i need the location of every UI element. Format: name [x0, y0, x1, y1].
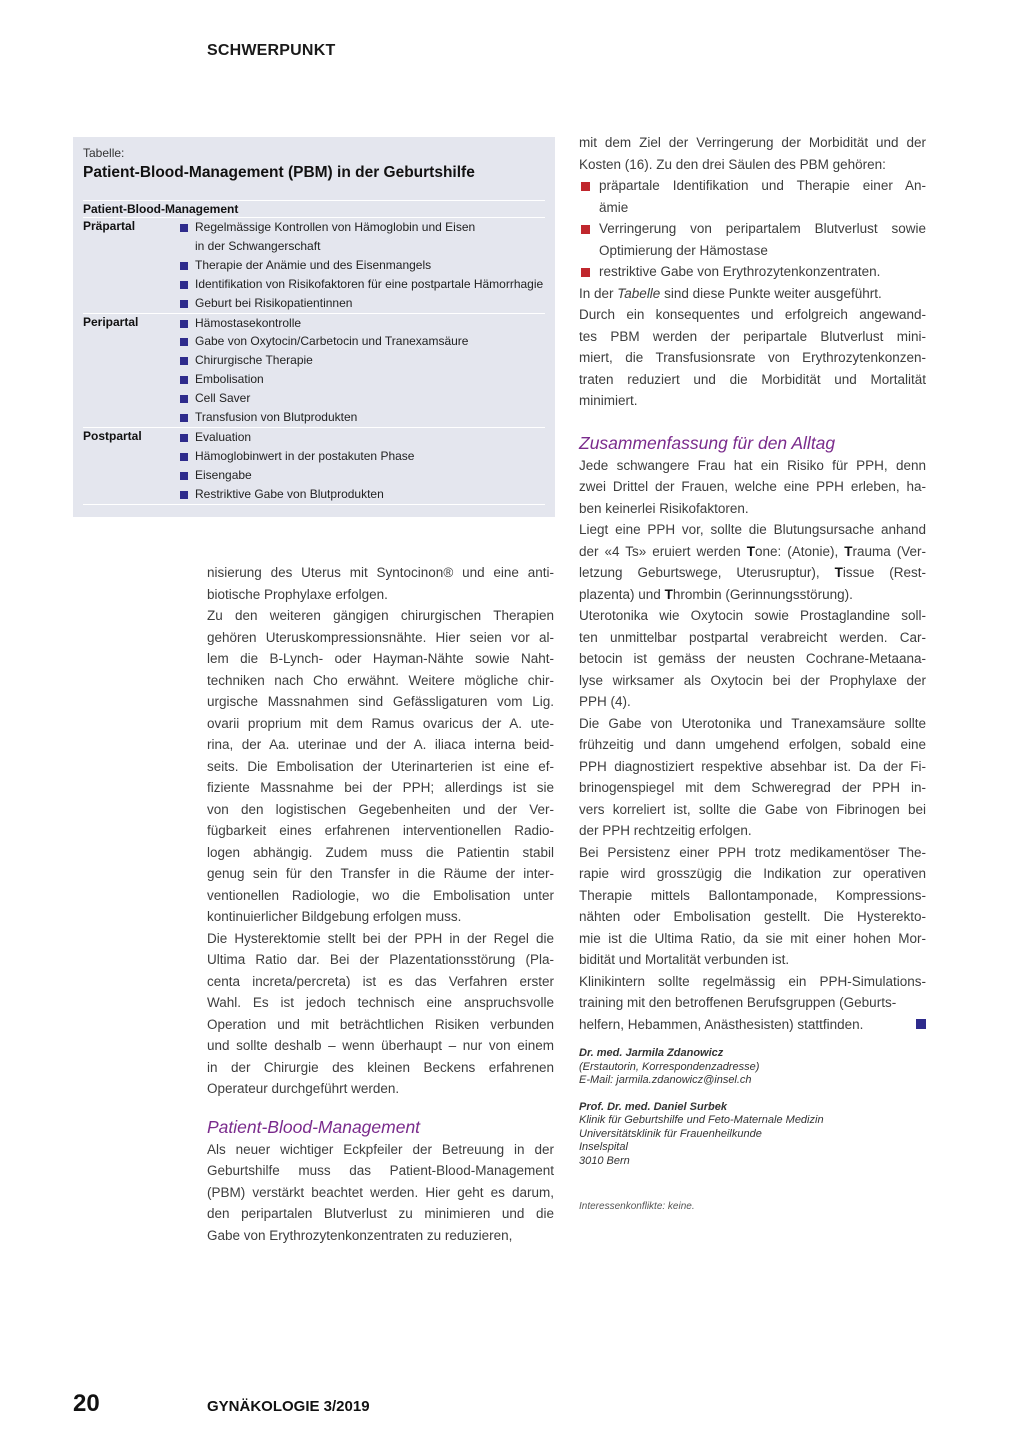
text-line: tes PBM werden der peripartale Blutverlust mini-: [579, 328, 926, 344]
text-line: Operateur durchgeführt werden.: [207, 1081, 400, 1096]
bullet-line: restriktive Gabe von Erythrozytenkonzentraten.: [599, 264, 881, 279]
table-list-item: Hämostasekontrolle: [180, 314, 545, 333]
text-line: vers korreliert ist, sollte die Gabe von Fibrinogen bei: [579, 801, 926, 817]
text-line: Jede schwangere Frau hat ein Risiko für PPH, denn: [579, 457, 926, 473]
phase-name: Peripartal: [83, 314, 139, 329]
table-list-item: Regelmässige Kontrollen von Hämoglobin und Eisen in der Schwangerschaft: [180, 218, 480, 256]
text-line: zwei Drittel der Frauen, welche eine PPH erleben, ha-: [579, 479, 926, 494]
end-of-article-marker: [916, 1019, 926, 1029]
text-line: ten unmittelbar postpartal verabreicht werden. Car-: [579, 629, 926, 645]
text-line: biotische Prophylaxe erfolgen.: [207, 586, 388, 602]
table-list-item: Embolisation: [180, 370, 545, 389]
text-line: miert, die Transfusionsrate von Erythrozytenkonzen-: [579, 350, 926, 365]
paragraph-risiko: [579, 455, 926, 520]
text-line: Therapie mittels Ballontamponade, Kompressions-: [579, 887, 926, 903]
text-line: mit dem Ziel der Verringerung der Morbidität und der: [579, 135, 926, 150]
text-line: gehören Uteruskompressionsnähte. Hier seien vor al-: [207, 629, 554, 645]
table-list-item: Evaluation: [180, 428, 545, 447]
text-line: Gabe von Erythrozytenkonzentraten zu reduzieren,: [207, 1227, 513, 1243]
text-line: training mit den betroffenen Berufsgruppen (Geburts-: [579, 995, 897, 1010]
text-line: rapie wird grosszügig die Indikation zur operativen: [579, 866, 926, 881]
journal-issue: GYNÄKOLOGIE 3/2019: [207, 1398, 370, 1415]
author-surbek: Prof. Dr. med. Daniel Surbek Klinik für Geburtshilfe und Feto-Maternale Medizin Universitätsklinik für Frauenheilkunde Inselspital 3010 Bern: [579, 1100, 824, 1167]
text-line: den peripartalen Blutverlust zu minimieren und die: [207, 1206, 554, 1221]
table-column-header: Patient-Blood-Management: [83, 200, 545, 218]
table-list-item: Gabe von Oxytocin/Carbetocin und Tranexamsäure: [180, 332, 545, 351]
text-line: nisierung des Uterus mit Syntocinon® und eine anti-: [207, 565, 554, 580]
table-body: [83, 218, 545, 505]
table-list-item: Geburt bei Risikopatientinnen: [180, 294, 545, 313]
paragraph-tranexamsaeure: [579, 713, 926, 842]
text-line: Wahl. Es ist jedoch technisch eine anspruchsvolle: [207, 995, 554, 1010]
bullet-line: ämie: [599, 199, 629, 215]
phase-name: Postpartal: [83, 428, 142, 443]
text-line: lyse wirksamer als Oxytocin bei der Prophylaxe der: [579, 672, 926, 688]
paragraph-hysterektomie: [207, 928, 554, 1100]
text-line: techniken nach Cho erwähnt. Weitere mögliche chir-: [207, 672, 554, 688]
paragraph-4-ts: Liegt eine PPH vor, sollte die Blutungsursache anhand der «4 Ts» eruiert werden Tone: (Atonie), Trauma (Ver- letzung Geburtswege, Uterusruptur), Tissue (Rest- plazenta) und Thrombin (Gerinnungsstörung).: [579, 522, 926, 602]
paragraph-uterotonika: [579, 605, 926, 713]
text-line: Geburtshilfe muss das Patient-Blood-Management: [207, 1163, 554, 1178]
paragraph-last-line: helfern, Hebammen, Anästhesisten) stattfinden.: [579, 1014, 926, 1036]
table-list-item: Chirurgische Therapie: [180, 351, 545, 370]
table-title: Patient-Blood-Management (PBM) in der Geburtshilfe: [83, 164, 475, 181]
text-line: Bei Persistenz einer PPH trotz medikamentöser The-: [579, 844, 926, 860]
text-line: fügbarkeit eines erfahrenen interventionellen Radio-: [207, 823, 554, 838]
paragraph-chirurgische-therapien: [207, 605, 554, 928]
author-zdanowicz: Dr. med. Jarmila Zdanowicz (Erstautorin, Korrespondenzadresse) E-Mail: jarmila.zdanowicz@insel.ch: [579, 1047, 760, 1086]
text-line: traten reduziert und die Morbidität und Mortalität: [579, 371, 926, 387]
pillar-bullet: [579, 218, 926, 261]
text-line: Operation und mit beträchtlichen Risiken verbunden: [207, 1016, 554, 1032]
text-line: Die Gabe von Uterotonika und Tranexamsäure sollte: [579, 715, 926, 731]
pbm-table: [73, 137, 555, 517]
text-line: PPH (4).: [579, 694, 631, 709]
text-line: kontinuierlicher Bildgebung erfolgen muss.: [207, 909, 462, 924]
text-line: seits. Die Embolisation der Uterinarterien ist eine ef-: [207, 758, 554, 774]
table-list-item: Hämoglobinwert in der postakuten Phase: [180, 447, 545, 466]
text-line: (PBM) verstärkt beachtet werden. Hier geht es darum,: [207, 1184, 554, 1200]
text-line: Kosten (16). Zu den drei Säulen des PBM gehören:: [579, 156, 886, 172]
text-line: Uterotonika wie Oxytocin sowie Prostaglandine soll-: [579, 608, 926, 623]
table-list-item: Identifikation von Risikofaktoren für eine postpartale Hämorrhagie: [180, 275, 545, 294]
text-line: ovarii proprium mit dem Ramus ovaricus der A. ute-: [207, 715, 554, 731]
text-line: der PPH rechtzeitig erfolgen.: [579, 823, 752, 838]
table-list-item: Therapie der Anämie und des Eisenmangels: [180, 256, 545, 275]
text-line: Klinikintern sollte regelmässig ein PPH-Simulations-: [579, 973, 926, 989]
table-row: [83, 218, 545, 314]
table-label: Tabelle:: [83, 146, 125, 160]
text-line: fiziente Massnahme bei der PPH; allerdings ist sie: [207, 780, 554, 795]
table-row: [83, 428, 545, 505]
paragraph-syntocinon: [207, 562, 554, 605]
text-line: bidität und Mortalität verbunden ist.: [579, 952, 790, 967]
text-line: Ultima Ratio dar. Bei der Plazentationsstörung (Pla-: [207, 952, 554, 967]
text-line: frühzeitig und dann umgehend erfolgen, sobald eine: [579, 737, 926, 752]
text-line: rina, der Aa. uterinae und der A. iliaca interna beid-: [207, 737, 554, 752]
paragraph-simulationstraining: [579, 971, 926, 1014]
bullet-line: präpartale Identifikation und Therapie einer An-: [599, 178, 926, 193]
paragraph-tabelle-ref: In der Tabelle sind diese Punkte weiter ausgeführt.: [579, 285, 882, 301]
text-line: Durch ein konsequentes und erfolgreich angewand-: [579, 307, 926, 322]
text-line: ben keinerlei Risikofaktoren.: [579, 500, 749, 516]
text-line: nähten oder Embolisation gestellt. Die Hysterekto-: [579, 909, 926, 924]
table-row: [83, 314, 545, 428]
text-line: urgische Massnahmen sind Gefässligaturen vom Lig.: [207, 694, 554, 709]
pillar-bullet: [579, 175, 926, 218]
text-line: brinogenspiegel mit dem Schweregrad der PPH in-: [579, 780, 926, 795]
text-line: Zu den weiteren gängigen chirurgischen Therapien: [207, 608, 554, 623]
left-column: [207, 562, 554, 1246]
page-number: 20: [73, 1390, 100, 1417]
text-line: PPH diagnostiziert respektive absehbar ist. Da der Fi-: [579, 758, 926, 774]
bullet-line: Optimierung der Hämostase: [599, 242, 768, 258]
text-line: lem die B-Lynch- oder Hayman-Nähte sowie Naht-: [207, 651, 554, 666]
text-line: logen abhängig. Zudem muss die Patientin stabil: [207, 844, 554, 860]
paragraph-pbm-intro: [207, 1139, 554, 1247]
phase-name: Präpartal: [83, 219, 136, 233]
text-line: centa increta/percreta) ist es das Verfahren erster: [207, 973, 554, 989]
text-line: minimiert.: [579, 393, 638, 408]
heading-zusammenfassung: Zusammenfassung für den Alltag: [579, 432, 836, 453]
bullet-line: Verringerung von peripartalem Blutverlust sowie: [599, 221, 926, 236]
text-line: ventionellen Radiologie, wo die Embolisation unter: [207, 887, 554, 903]
text-line: von den logistischen Gegebenheiten und der Ver-: [207, 801, 554, 817]
table-list-item: Eisengabe: [180, 466, 545, 485]
text-line: und sollte deshalb – wenn überhaupt – nur von einem: [207, 1038, 554, 1053]
text-line: genug sein für den Transfer in die Räume der inter-: [207, 866, 554, 881]
paragraph-pbm-ergebnis: [579, 304, 926, 412]
paragraph-pbm-ziel: [579, 132, 926, 175]
pillar-bullet: [579, 261, 926, 283]
text-line: betocin ist gemäss der neusten Cochrane-Metaana-: [579, 651, 926, 666]
text-line: in der Chirurgie des kleinen Beckens erfahrenen: [207, 1059, 554, 1075]
text-line: mie ist die Ultima Ratio, da sie mit einer hohen Mor-: [579, 930, 926, 946]
table-list-item: Cell Saver: [180, 389, 545, 408]
paragraph-persistenz: [579, 842, 926, 971]
pbm-pillars-list: [579, 175, 926, 283]
text-line: Die Hysterektomie stellt bei der PPH in der Regel die: [207, 930, 554, 946]
conflict-of-interest: Interessenkonflikte: keine.: [579, 1201, 695, 1212]
heading-patient-blood-management: Patient-Blood-Management: [207, 1116, 421, 1137]
table-list-item: Restriktive Gabe von Blutprodukten: [180, 485, 545, 504]
section-label: SCHWERPUNKT: [207, 42, 336, 59]
table-list-item: Transfusion von Blutprodukten: [180, 408, 545, 427]
right-column: [579, 132, 926, 1218]
text-line: Als neuer wichtiger Eckpfeiler der Betreuung in der: [207, 1141, 554, 1157]
